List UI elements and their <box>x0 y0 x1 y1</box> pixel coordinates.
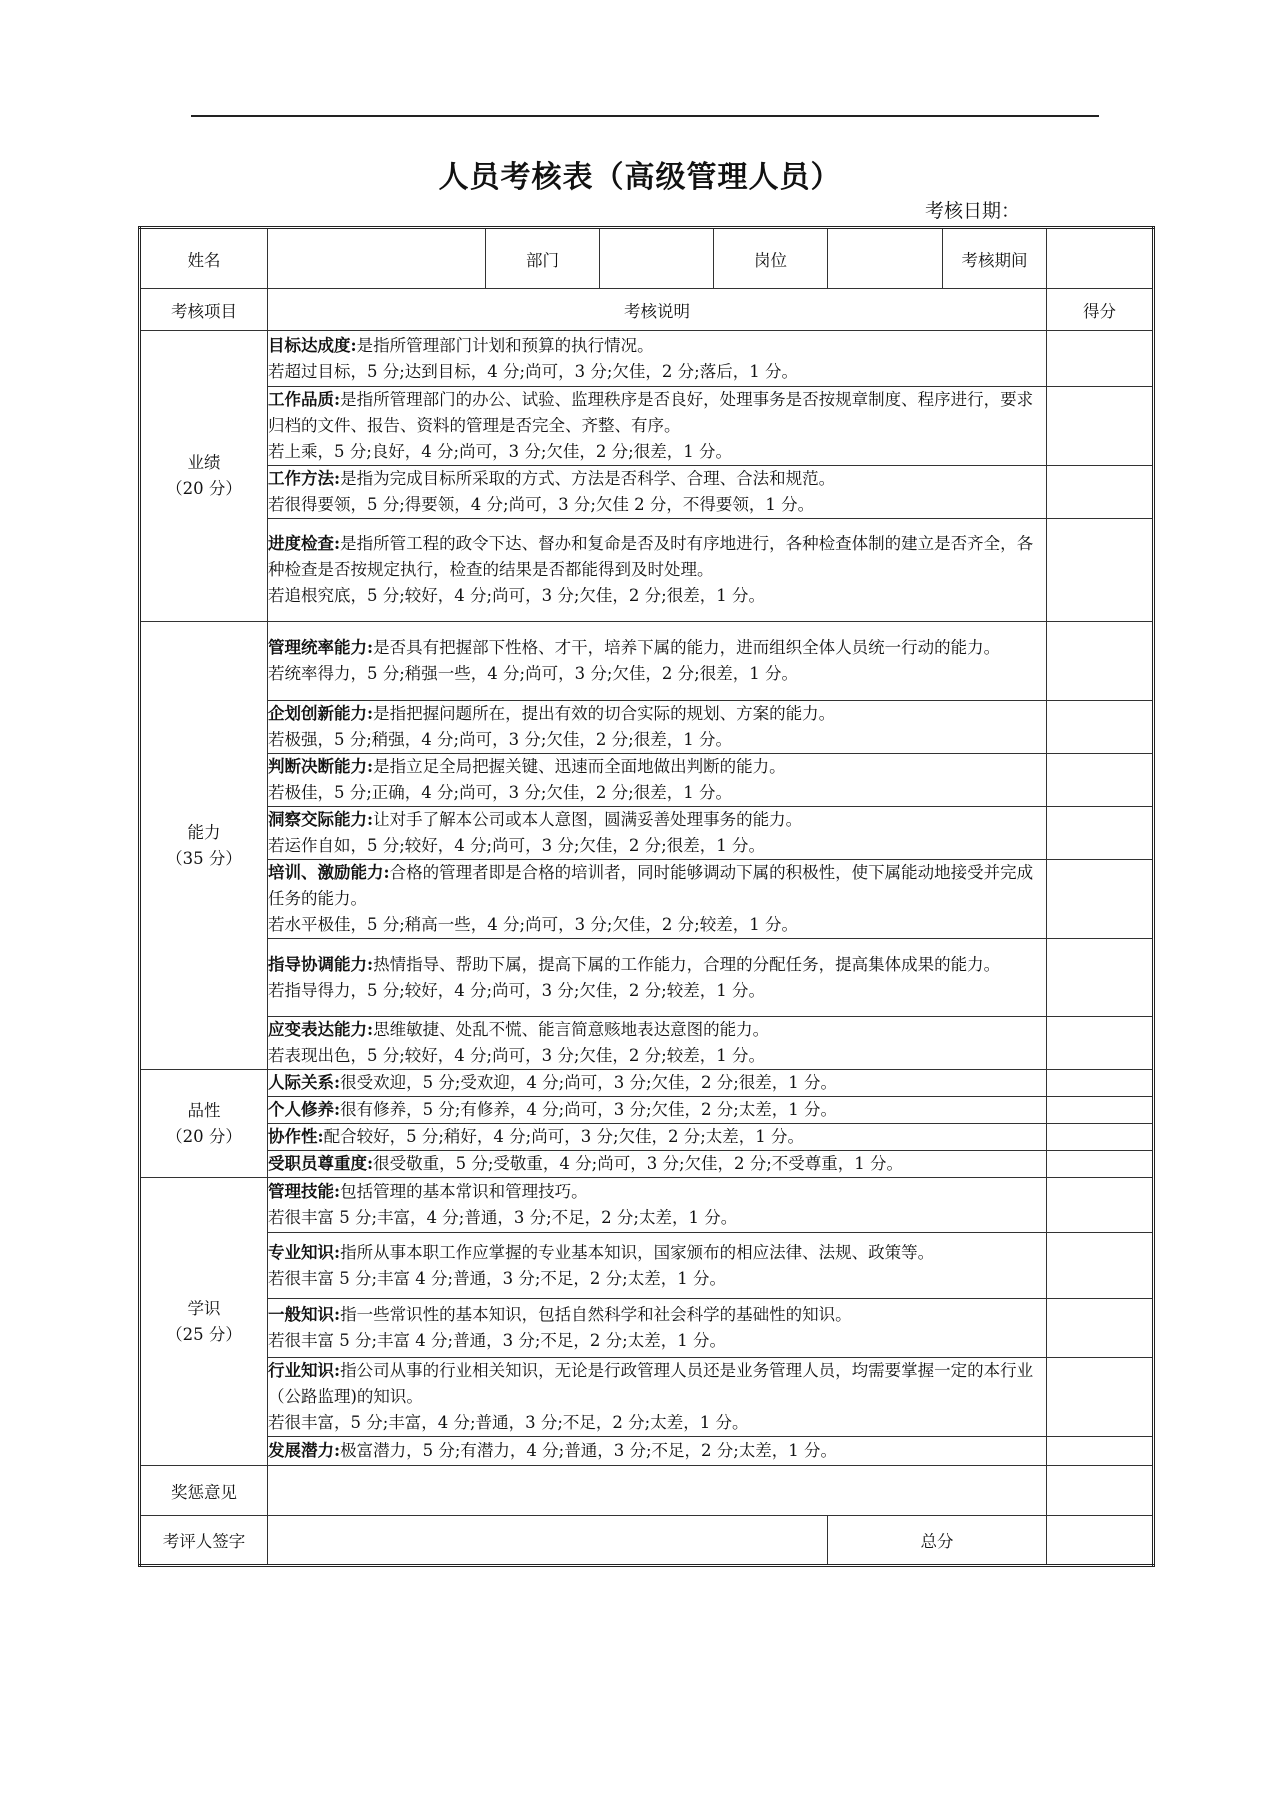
assessment-date-label: 考核日期： <box>925 200 1021 222</box>
col-item-header: 考核项目 <box>140 289 268 331</box>
criteria-row <box>140 860 1154 939</box>
criteria-row <box>140 466 1154 519</box>
category-name: 学识 <box>187 1298 221 1318</box>
criteria-scoring: 若超过目标，5 分;达到目标，4 分;尚可，3 分;欠佳，2 分;落后，1 分。 <box>268 361 798 381</box>
criteria-text: 包括管理的基本常识和管理技巧。 <box>340 1182 588 1201</box>
dept-field[interactable] <box>600 228 714 289</box>
criteria-description <box>268 807 1047 860</box>
criteria-row <box>140 807 1154 860</box>
post-label: 岗位 <box>714 228 828 289</box>
criteria-scoring: 若追根究底，5 分;较好，4 分;尚可，3 分;欠佳，2 分;很差，1 分。 <box>268 586 765 605</box>
score-field[interactable] <box>1047 1097 1154 1124</box>
criteria-title: 工作方法: <box>268 469 341 488</box>
criteria-description <box>268 1070 1047 1097</box>
category-name: 能力 <box>187 822 221 842</box>
criteria-text: 很受敬重，5 分;受敬重，4 分;尚可，3 分;欠佳，2 分;不受尊重，1 分。 <box>373 1154 904 1173</box>
category-points: （35 分） <box>166 848 242 868</box>
criteria-scoring: 若统率得力，5 分;稍强一些，4 分;尚可，3 分;欠佳，2 分;很差，1 分。 <box>268 664 798 683</box>
criteria-scoring: 若很丰富 5 分;丰富 4 分;普通，3 分;不足，2 分;太差，1 分。 <box>268 1331 726 1350</box>
criteria-text: 思维敏捷、处乱不慌、能言简意赅地表达意图的能力。 <box>373 1020 770 1039</box>
total-label: 总分 <box>828 1516 1047 1566</box>
criteria-description <box>268 754 1047 807</box>
criteria-title: 管理统率能力: <box>268 638 374 657</box>
score-field[interactable] <box>1047 701 1154 754</box>
criteria-title: 培训、激励能力: <box>268 863 390 882</box>
criteria-row <box>140 519 1154 622</box>
dept-label: 部门 <box>486 228 600 289</box>
criteria-description <box>268 387 1047 466</box>
col-desc-header: 考核说明 <box>268 289 1047 331</box>
criteria-row <box>140 1070 1154 1097</box>
criteria-title: 发展潜力: <box>268 1441 341 1460</box>
criteria-text: 是指立足全局把握关键、迅速而全面地做出判断的能力。 <box>373 757 786 776</box>
criteria-description <box>268 701 1047 754</box>
col-score-header: 得分 <box>1047 289 1154 331</box>
criteria-description <box>268 1178 1047 1233</box>
signature-row <box>140 1516 1154 1566</box>
period-label: 考核期间 <box>943 228 1047 289</box>
criteria-row <box>140 754 1154 807</box>
criteria-text: 热情指导、帮助下属，提高下属的工作能力，合理的分配任务，提高集体成果的能力。 <box>373 954 1001 974</box>
header-info-row <box>140 228 1154 289</box>
criteria-title: 一般知识: <box>268 1305 341 1324</box>
category-points: （20 分） <box>166 1126 242 1146</box>
criteria-description <box>268 1233 1047 1299</box>
criteria-text: 合格的管理者即是合格的培训者，同时能够调动下属的积极性，使下属能动地接受并完成任务的能力。 <box>268 863 1034 908</box>
criteria-title: 受职员尊重度: <box>268 1154 374 1173</box>
score-field[interactable] <box>1047 1437 1154 1466</box>
criteria-title: 工作品质: <box>268 390 341 409</box>
criteria-row <box>140 701 1154 754</box>
score-field[interactable] <box>1047 387 1154 466</box>
criteria-text: 是指为完成目标所采取的方式、方法是否科学、合理、合法和规范。 <box>340 469 836 488</box>
score-field[interactable] <box>1047 1178 1154 1233</box>
criteria-title: 专业知识: <box>268 1242 341 1262</box>
criteria-text: 指公司从事的行业相关知识，无论是行政管理人员还是业务管理人员，均需要掌握一定的本行业（公路监理)的知识。 <box>268 1361 1034 1406</box>
criteria-title: 行业知识: <box>268 1361 341 1380</box>
criteria-scoring: 若指导得力，5 分;较好，4 分;尚可，3 分;欠佳，2 分;较差，1 分。 <box>268 980 765 1000</box>
criteria-title: 企划创新能力: <box>268 704 374 723</box>
criteria-title: 目标达成度: <box>268 335 357 355</box>
score-field[interactable] <box>1047 1017 1154 1070</box>
score-field[interactable] <box>1047 1233 1154 1299</box>
score-field[interactable] <box>1047 754 1154 807</box>
name-label: 姓名 <box>140 228 268 289</box>
criteria-description <box>268 1437 1047 1466</box>
criteria-text: 指所从事本职工作应掌握的专业基本知识，国家颁布的相应法律、法规、政策等。 <box>340 1242 935 1262</box>
criteria-scoring: 若很丰富 5 分;丰富 4 分;普通，3 分;不足，2 分;太差，1 分。 <box>268 1268 726 1288</box>
total-field[interactable] <box>1047 1516 1154 1566</box>
criteria-title: 个人修养: <box>268 1100 341 1119</box>
category-name: 品性 <box>187 1100 221 1120</box>
category-points: （25 分） <box>166 1324 242 1344</box>
criteria-row <box>140 1178 1154 1233</box>
post-field[interactable] <box>828 228 943 289</box>
criteria-description <box>268 860 1047 939</box>
criteria-title: 进度检查: <box>268 534 341 553</box>
score-field[interactable] <box>1047 466 1154 519</box>
criteria-text: 是指所管工程的政令下达、督办和复命是否及时有序地进行，各种检查体制的建立是否齐全，各种检查是否按规定执行，检查的结果是否都能得到及时处理。 <box>268 534 1034 579</box>
signer-field[interactable] <box>268 1516 828 1566</box>
criteria-text: 是指所管理部门计划和预算的执行情况。 <box>356 335 654 355</box>
criteria-text: 配合较好，5 分;稍好，4 分;尚可，3 分;欠佳，2 分;太差，1 分。 <box>323 1127 805 1146</box>
criteria-row <box>140 331 1154 387</box>
score-field[interactable] <box>1047 1070 1154 1097</box>
score-field[interactable] <box>1047 1299 1154 1358</box>
criteria-scoring: 若水平极佳，5 分;稍高一些，4 分;尚可，3 分;欠佳，2 分;较差，1 分。 <box>268 915 798 934</box>
category-cell <box>140 622 268 1070</box>
criteria-description <box>268 331 1047 387</box>
criteria-description <box>268 939 1047 1017</box>
criteria-title: 人际关系: <box>268 1073 341 1092</box>
score-field[interactable] <box>1047 622 1154 701</box>
criteria-title: 管理技能: <box>268 1182 341 1201</box>
category-name: 业绩 <box>187 453 221 472</box>
criteria-description <box>268 1299 1047 1358</box>
name-field[interactable] <box>268 228 486 289</box>
criteria-description <box>268 622 1047 701</box>
header-rule <box>191 115 1099 117</box>
criteria-title: 判断决断能力: <box>268 757 374 776</box>
criteria-description <box>268 1124 1047 1151</box>
criteria-row <box>140 1151 1154 1178</box>
reward-score-field[interactable] <box>1047 1466 1154 1516</box>
criteria-row <box>140 939 1154 1017</box>
criteria-title: 指导协调能力: <box>268 954 374 974</box>
criteria-text: 很受欢迎，5 分;受欢迎，4 分;尚可，3 分;欠佳，2 分;很差，1 分。 <box>340 1073 838 1092</box>
criteria-text: 是指所管理部门的办公、试验、监理秩序是否良好，处理事务是否按规章制度、程序进行，要求归档的文件、报告、资料的管理是否完全、齐整、有序。 <box>268 390 1034 435</box>
criteria-scoring: 若极强，5 分;稍强，4 分;尚可，3 分;欠佳，2 分;很差，1 分。 <box>268 730 732 749</box>
category-cell <box>140 1070 268 1178</box>
criteria-description <box>268 1097 1047 1124</box>
score-field[interactable] <box>1047 1124 1154 1151</box>
reward-label: 奖惩意见 <box>140 1466 268 1516</box>
criteria-text: 是指把握问题所在，提出有效的切合实际的规划、方案的能力。 <box>373 704 836 723</box>
signer-label: 考评人签字 <box>140 1516 268 1566</box>
category-cell <box>140 1178 268 1466</box>
score-field[interactable] <box>1047 519 1154 622</box>
criteria-text: 极富潜力，5 分;有潜力，4 分;普通，3 分;不足，2 分;太差，1 分。 <box>340 1441 838 1460</box>
category-cell <box>140 331 268 622</box>
score-field[interactable] <box>1047 939 1154 1017</box>
page-title: 人员考核表（高级管理人员） <box>438 160 842 195</box>
assessment-table <box>138 226 1155 1567</box>
criteria-description <box>268 519 1047 622</box>
criteria-row <box>140 622 1154 701</box>
column-header-row <box>140 289 1154 331</box>
period-field[interactable] <box>1047 228 1154 289</box>
criteria-description <box>268 1151 1047 1178</box>
criteria-scoring: 若表现出色，5 分;较好，4 分;尚可，3 分;欠佳，2 分;较差，1 分。 <box>268 1046 765 1065</box>
reward-field[interactable] <box>268 1466 1047 1516</box>
criteria-row <box>140 387 1154 466</box>
criteria-text: 是否具有把握部下性格、才干，培养下属的能力，进而组织全体人员统一行动的能力。 <box>373 638 1001 657</box>
score-field[interactable] <box>1047 1151 1154 1178</box>
criteria-row <box>140 1299 1154 1358</box>
criteria-scoring: 若很得要领，5 分;得要领，4 分;尚可，3 分;欠佳 2 分，不得要领，1 分。 <box>268 495 815 514</box>
criteria-text: 让对手了解本公司或本人意图，圆满妥善处理事务的能力。 <box>373 810 803 829</box>
criteria-description <box>268 1358 1047 1437</box>
category-points: （20 分） <box>166 479 242 498</box>
score-field[interactable] <box>1047 331 1154 387</box>
criteria-scoring: 若极佳，5 分;正确，4 分;尚可，3 分;欠佳，2 分;很差，1 分。 <box>268 783 732 802</box>
criteria-scoring: 若运作自如，5 分;较好，4 分;尚可，3 分;欠佳，2 分;很差，1 分。 <box>268 836 765 855</box>
criteria-row <box>140 1437 1154 1466</box>
criteria-title: 应变表达能力: <box>268 1020 374 1039</box>
score-field[interactable] <box>1047 860 1154 939</box>
score-field[interactable] <box>1047 807 1154 860</box>
criteria-row <box>140 1124 1154 1151</box>
criteria-description <box>268 466 1047 519</box>
criteria-row <box>140 1233 1154 1299</box>
score-field[interactable] <box>1047 1358 1154 1437</box>
criteria-scoring: 若很丰富 5 分;丰富，4 分;普通，3 分;不足，2 分;太差，1 分。 <box>268 1208 738 1227</box>
criteria-row <box>140 1017 1154 1070</box>
reward-row <box>140 1466 1154 1516</box>
criteria-row <box>140 1097 1154 1124</box>
criteria-row <box>140 1358 1154 1437</box>
criteria-title: 洞察交际能力: <box>268 810 374 829</box>
criteria-title: 协作性: <box>268 1127 324 1146</box>
criteria-scoring: 若很丰富，5 分;丰富，4 分;普通，3 分;不足，2 分;太差，1 分。 <box>268 1413 749 1432</box>
criteria-description <box>268 1017 1047 1070</box>
criteria-text: 指一些常识性的基本知识，包括自然科学和社会科学的基础性的知识。 <box>340 1305 852 1324</box>
criteria-scoring: 若上乘，5 分;良好，4 分;尚可，3 分;欠佳，2 分;很差，1 分。 <box>268 442 732 461</box>
criteria-text: 很有修养，5 分;有修养，4 分;尚可，3 分;欠佳，2 分;太差，1 分。 <box>340 1100 838 1119</box>
